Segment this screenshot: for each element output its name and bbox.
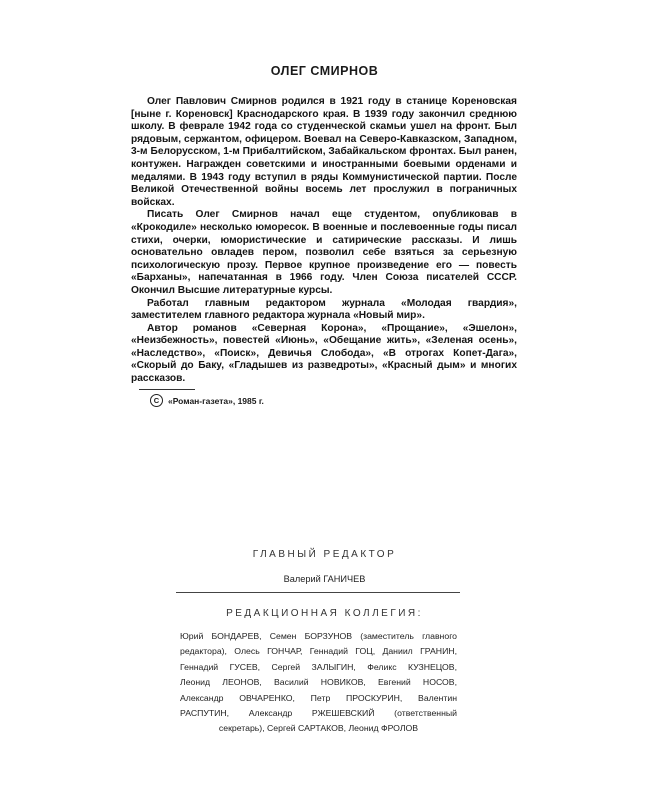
- bio-paragraph-2: Писать Олег Смирнов начал еще студентом, опубликовав в «Крокодиле» несколько юморесок. В военные и послевоенные годы писал стихи, очерки, юмористические и сатирические рассказы. И лишь основательно овладев пером, позволил себе взяться за серьезную психологическую прозу. Первое крупное произведение его — повесть «Барханы», напечатанная в 1966 году. Член Союза писателей СССР. Окончил Высшие литературные курсы.: [131, 209, 517, 296]
- editorial-board-title: РЕДАКЦИОННАЯ КОЛЛЕГИЯ:: [226, 608, 423, 619]
- chief-editor-name: Валерий ГАНИЧЕВ: [283, 574, 366, 584]
- board-line: РАСПУТИН, Александр РЖЕШЕВСКИЙ (ответственный: [180, 708, 457, 719]
- masthead-divider: [176, 592, 460, 593]
- bio-paragraph-1: Олег Павлович Смирнов родился в 1921 году в станице Кореновская [ныне г. Кореновск] Краснодарского края. В 1939 году закончил среднюю школу. В феврале 1942 года со студенческой скамьи ушел на фронт. Был рядовым, сержантом, офицером. Воевал на Северо-Кавказском, Западном, 3-м Белорусском, 1-м Прибалтийском, Забайкальском фронтах. Был ранен, контужен. Награжден советскими и иностранными боевыми орденами и медалями. В 1943 году вступил в ряды Коммунистической партии. После Великой Отечественной войны восемь лет прослужил в пограничных войсках.: [131, 96, 517, 208]
- board-line: Геннадий ГУСЕВ, Сергей ЗАЛЫГИН, Феликс КУЗНЕЦОВ,: [180, 661, 457, 672]
- bio-paragraph-4: Автор романов «Северная Корона», «Прощание», «Эшелон», «Неизбежность», повестей «Июнь», «Обещание жить», «Зеленая осень», «Наследство», «Поиск», Девичья Слобода», «В отрогах Копет-Дага», «Скорый до Баку, «Гладышев из разведроты», «Красный дым» и многих рассказов.: [131, 322, 517, 385]
- board-line: Юрий БОНДАРЕВ, Семен БОРЗУНОВ (заместитель главного: [180, 631, 457, 641]
- board-line: Александр ОВЧАРЕНКО, Петр ПРОСКУРИН, Валентин: [180, 692, 457, 703]
- copyright-text: «Роман-газета», 1985 г.: [168, 395, 264, 406]
- author-biography: [131, 96, 517, 386]
- author-title: ОЛЕГ СМИРНОВ: [270, 64, 379, 78]
- copyright-notice: [150, 394, 264, 407]
- footnote-divider: [139, 389, 195, 390]
- board-line: редактора), Олесь ГОНЧАР, Геннадий ГОЦ, Даниил ГРАНИН,: [180, 646, 457, 657]
- copyright-icon: C: [150, 394, 163, 407]
- editorial-board-list: [180, 629, 457, 737]
- board-line: Леонид ЛЕОНОВ, Василий НОВИКОВ, Евгений НОСОВ,: [180, 677, 457, 688]
- chief-editor-title: ГЛАВНЫЙ РЕДАКТОР: [252, 549, 397, 560]
- board-line: секретарь), Сергей САРТАКОВ, Леонид ФРОЛОВ: [218, 723, 419, 734]
- bio-paragraph-3: Работал главным редактором журнала «Молодая гвардия», заместителем главного редактора журнала «Новый мир».: [131, 297, 517, 322]
